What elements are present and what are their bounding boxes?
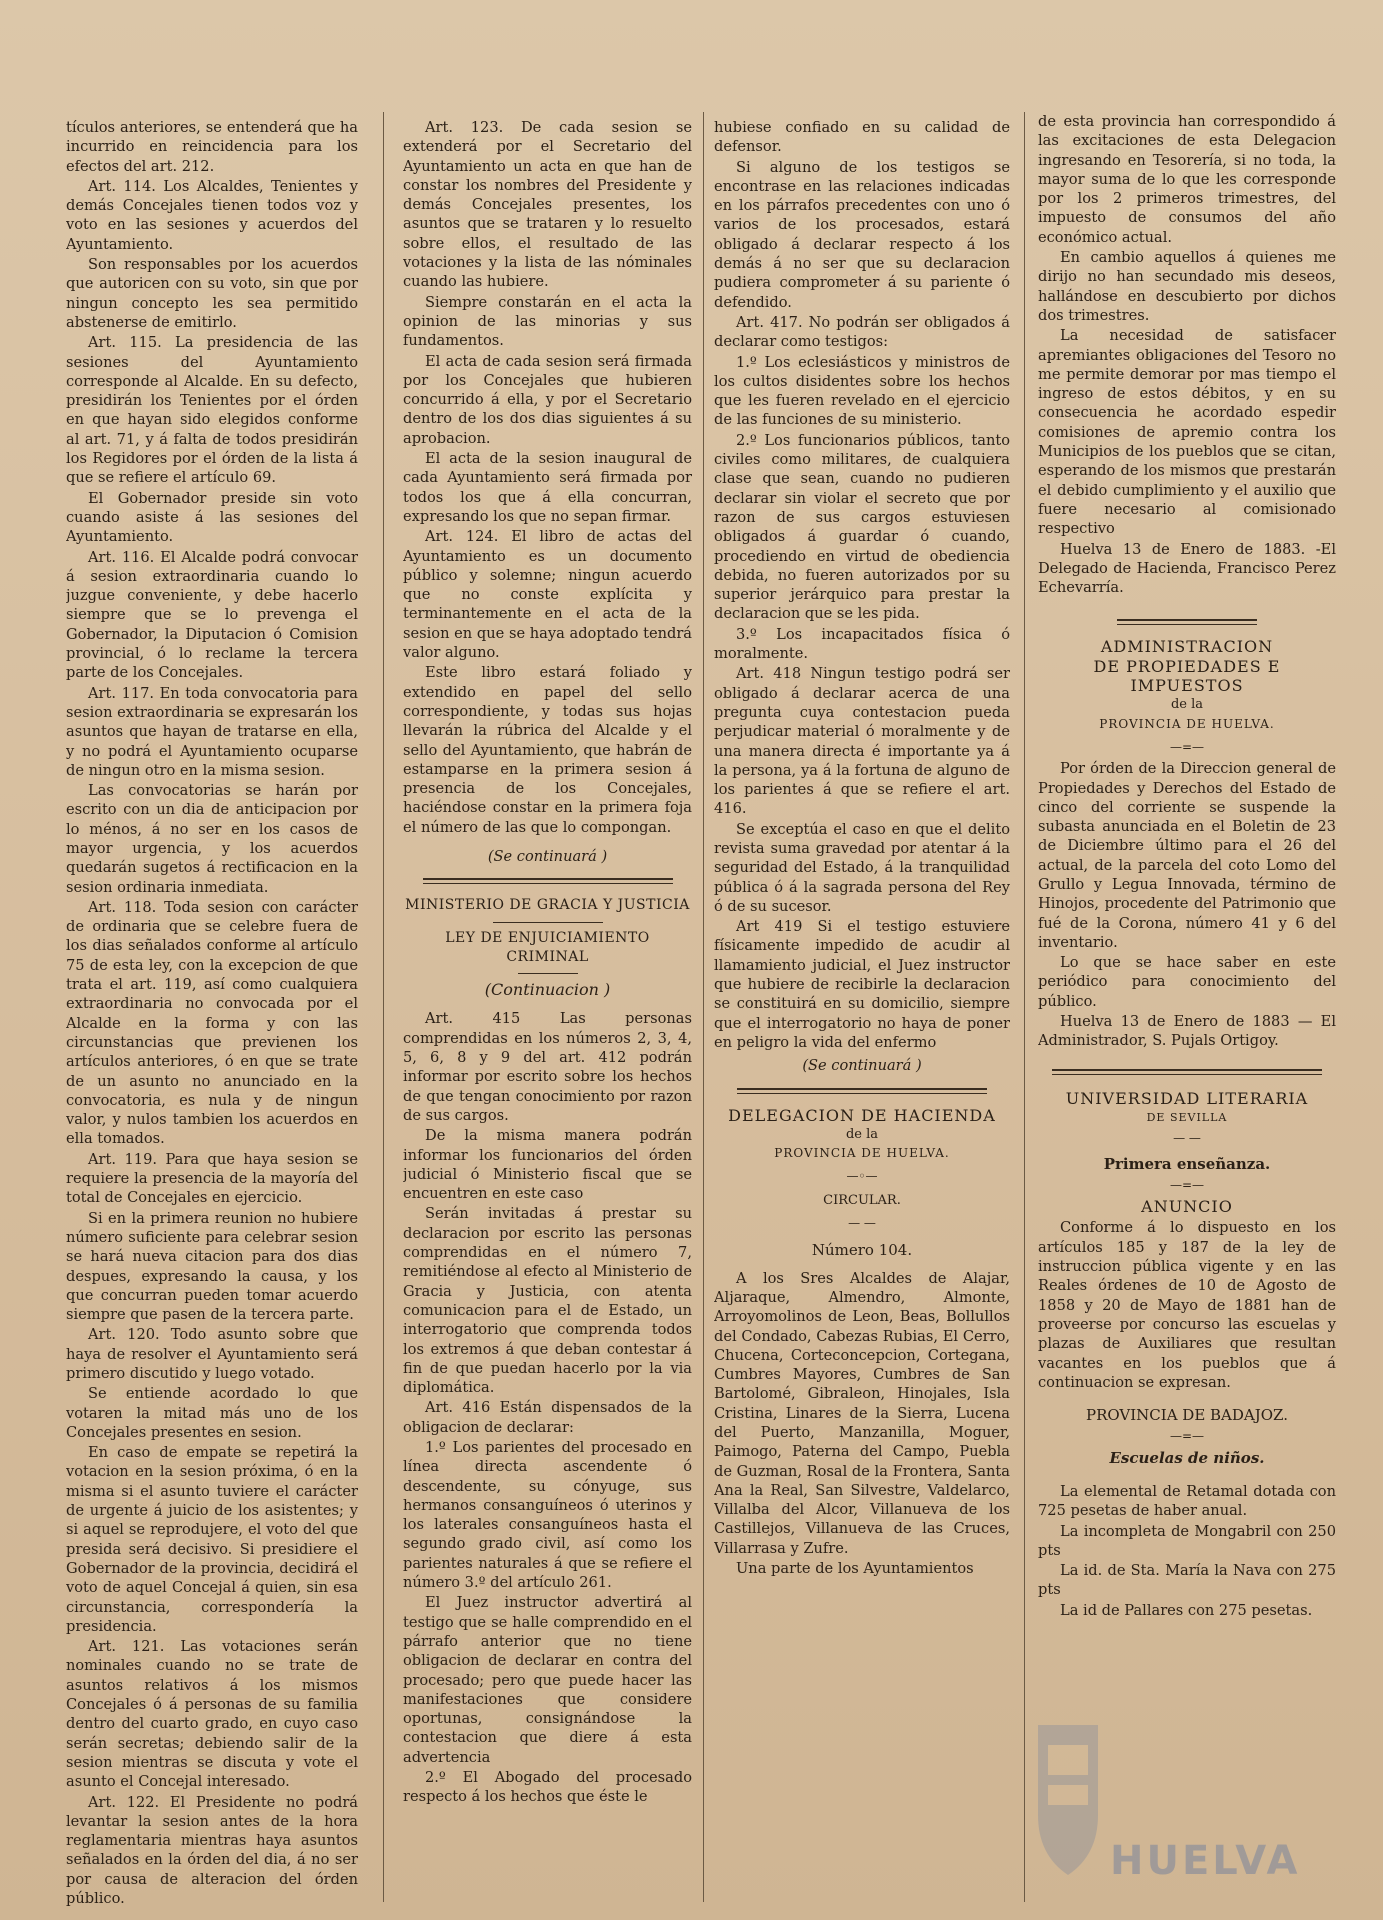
column-3	[714, 118, 1010, 1918]
paragraph: 3.º Los incapacitados física ó moralmente.	[714, 625, 1010, 663]
column-divider	[383, 112, 384, 1902]
watermark-text: HUELVA	[1110, 1838, 1301, 1884]
paragraph: Art. 122. El Presidente no podrá levantar la sesion antes de la hora reglamentaria mientras haya asuntos señalados en la órden del dia, á no ser por causa de alteracion del órden público.	[66, 1793, 358, 1908]
paragraph: Art. 120. Todo asunto sobre que haya de resolver el Ayuntamiento será primero discutido y luego votado.	[66, 1326, 358, 1382]
section-heading: MINISTERIO DE GRACIA Y JUSTICIA	[405, 897, 690, 914]
subsection-heading: PROVINCIA DE BADAJOZ.	[1085, 1406, 1288, 1425]
paragraph: 1.º Los eclesiásticos y ministros de los cultos disidentes sobre los hechos que les fueren revelado en el ejercicio de las funciones de su ministerio.	[714, 353, 1010, 429]
paragraph: 2.º El Abogado del procesado respecto á los hechos que éste le	[403, 1769, 692, 1806]
continuation-note: (Se continuará )	[802, 1057, 922, 1075]
section-rule	[737, 1088, 987, 1094]
circular-number: Número 104.	[811, 1241, 913, 1260]
column-divider	[703, 112, 704, 1902]
paragraph: Art. 114. Los Alcaldes, Tenientes y demás Concejales tienen todos voz y voto en las sesiones y acuerdos del Ayuntamiento.	[66, 177, 358, 253]
paragraph: De la misma manera podrán informar los funcionarios del órden judicial ó Ministerio fiscal que se encuentren en este caso	[403, 1127, 692, 1203]
paragraph: El Gobernador preside sin voto cuando asiste á las sesiones del Ayuntamiento.	[66, 489, 358, 546]
paragraph: La incompleta de Mongabril con 250 pts	[1038, 1522, 1336, 1559]
continuation-note: (Continuacion )	[484, 980, 611, 1000]
paragraph: hubiese confiado en su calidad de defensor.	[714, 119, 1010, 156]
paragraph: El Juez instructor advertirá al testigo que se halle comprendido en el párrafo anterior que no tiene obligacion de declarar en contra del procesado; pero que puede hacer las manifestaciones que considere oportunas, consignándose la contestacion que diere á esta advertencia	[403, 1594, 692, 1766]
paragraph: Art. 121. Las votaciones serán nominales cuando no se trate de asuntos relativos á los mismos Concejales ó á personas de su familia dentro del cuarto grado, en cuyo caso serán secretas; debiendo salir de la sesion mientras se discuta y vote el asunto el Concejal interesado.	[66, 1638, 358, 1791]
paragraph: 1.º Los parientes del procesado en línea directa ascendente ó descendente, su cónyuge, sus hermanos consanguíneos ó uterinos y los laterales consanguíneos hasta el segundo grado civil, así como los parientes naturales á que se refiere el número 3.º del artículo 261.	[403, 1439, 692, 1592]
paragraph: En cambio aquellos á quienes me dirijo no han secundado mis deseos, hallándose en descubierto por dichos dos trimestres.	[1038, 249, 1336, 324]
paragraph: La id. de Sta. María la Nava con 275 pts	[1038, 1562, 1336, 1599]
column-1	[66, 118, 358, 1918]
paragraph: Art. 116. El Alcalde podrá convocar á sesion extraordinaria cuando lo juzgue conveniente, y debe hacerlo siempre que se lo prevenga el Gobernador, la Diputacion ó Comision provincial, ó lo reclame la tercera parte de los Concejales.	[66, 548, 358, 682]
paragraph: Art. 119. Para que haya sesion se requiere la presencia de la mayoría del total de Concejales en ejercicio.	[66, 1150, 358, 1207]
circular-label: CIRCULAR.	[823, 1192, 901, 1208]
notice-heading: ANUNCIO	[1141, 1197, 1233, 1217]
section-heading: UNIVERSIDAD LITERARIA	[1065, 1088, 1309, 1108]
paragraph: La elemental de Retamal dotada con 725 pesetas de haber anual.	[1038, 1483, 1336, 1520]
paragraph: Art. 417. No podrán ser obligados á declarar como testigos:	[714, 313, 1010, 351]
paragraph: Si alguno de los testigos se encontrase en las relaciones indicadas en los párrafos precedentes con uno ó varios de los procesados, estará obligado á declarar respecto á los demás á no ser que su declaracion pudiera comprometer á su pariente ó defendido.	[714, 158, 1010, 311]
paragraph: A los Sres Alcaldes de Alajar, Aljaraque, Almendro, Almonte, Arroyomolinos de Leon, Beas, Bollullos del Condado, Cabezas Rubias, El Cerro, Chucena, Corteconcepcion, Cortegana, Cumbres Mayores, Cumbres de San Bartolomé, Gibraleon, Hinojales, Isla Cristina, Linares de la Sierra, Lucena del Puerto, Manzanilla, Moguer, Paimogo, Paterna del Campo, Puebla de Guzman, Rosal de la Frontera, Santa Ana la Real, San Silvestre, Valdelarco, Villalba del Alcor, Villanueva de los Castillejos, Villanueva de las Cruces, Villarrasa y Zufre.	[714, 1269, 1010, 1557]
section-subheading: PROVINCIA DE HUELVA.	[774, 1146, 950, 1161]
paragraph: En caso de empate se repetirá la votacion en la sesion próxima, ó en la misma si el asunto tuviere el carácter de urgente á juicio de los asistentes; y si aquel se reprodujere, el voto del que presida será decisivo. Si presidiere el Gobernador de la provincia, decidirá el voto de aquel Concejal á quien, sin esa circunstancia, correspondería la presidencia.	[66, 1444, 358, 1635]
column-divider	[1024, 112, 1025, 1902]
paragraph: La id de Pallares con 275 pesetas.	[1060, 1601, 1313, 1619]
paragraph: Por órden de la Direccion general de Propiedades y Derechos del Estado de cinco del corriente se suspende la subasta anunciada en el Boletin de 23 de Diciembre último para el 26 del actual, de la parcela del coto Lomo del Grullo y Legua Innovada, término de Hinojos, procedente del Patrimonio que fué de la Corona, número 41 y 6 del inventario.	[1038, 760, 1336, 951]
section-subheading: PROVINCIA DE HUELVA.	[1099, 716, 1275, 731]
paragraph: Se exceptúa el caso en que el delito revista suma gravedad por atentar á la seguridad del Estado, á la tranquilidad pública ó á la sagrada persona del Rey ó de su sucesor.	[714, 820, 1010, 915]
subsection-heading: Primera enseñanza.	[1103, 1154, 1271, 1173]
section-heading: ADMINISTRACION	[1100, 637, 1274, 657]
section-subheading: de la	[845, 1126, 879, 1142]
signature: Huelva 13 de Enero de 1883. -El Delegado de Hacienda, Francisco Perez Echevarría.	[1038, 540, 1336, 597]
paragraph: Lo que se hace saber en este periódico para conocimiento del público.	[1038, 954, 1336, 1010]
section-rule	[1052, 1069, 1322, 1075]
ornament: —◦—	[846, 1169, 878, 1184]
paragraph: Conforme á lo dispuesto en los artículos 185 y 187 de la ley de instruccion pública vigente y en las Reales órdenes de 10 de Agosto de 1858 y 20 de Mayo de 1881 han de proveerse por concurso las escuelas y plazas de Auxiliares que resultan vacantes en los pueblos que á continuacion se expresan.	[1038, 1219, 1336, 1391]
paragraph: Las convocatorias se harán por escrito con un dia de anticipacion por lo ménos, á no ser en los casos de mayor urgencia, y los acuerdos quedarán sugetos á rectificacion en la sesion ordinaria inmediata.	[66, 782, 358, 896]
section-rule	[493, 922, 603, 923]
paragraph: Art. 418 Ningun testigo podrá ser obligado á declarar acerca de una pregunta cuya contestacion pueda perjudicar material ó moralmente y de una manera directa é importante ya á la persona, ya á la fortuna de alguno de los parientes á que se refiere el art. 416.	[714, 665, 1010, 818]
section-subheading: de la	[1170, 697, 1204, 713]
continuation-note: (Se continuará )	[487, 847, 608, 865]
column-4	[1038, 112, 1336, 1918]
section-rule	[1117, 619, 1257, 625]
section-subheading: DE SEVILLA	[1146, 1110, 1228, 1124]
ornament: —=—	[1169, 739, 1205, 754]
paragraph: Art 419 Si el testigo estuviere físicamente impedido de acudir al llamamiento judicial, el Juez instructor que hubiere de recibirle la declaracion se constituirá en su domicilio, siempre que el interrogatorio no haya de poner en peligro la vida del enfermo	[714, 918, 1010, 1051]
ornament: — —	[1173, 1131, 1201, 1146]
paragraph: Siempre constarán en el acta la opinion de las minorias y sus fundamentos.	[403, 293, 692, 350]
paragraph: Son responsables por los acuerdos que autoricen con su voto, sin que por ningun concepto les sea permitido abstenerse de emitirlo.	[66, 256, 358, 331]
paragraph: Art. 115. La presidencia de las sesiones del Ayuntamiento corresponde al Alcalde. En su defecto, presidirán los Tenientes por el órden en que hayan sido elegidos conforme al art. 71, y á falta de todos presidirán los Regidores por el órden de la lista á que se refiere el artículo 69.	[66, 334, 358, 487]
paragraph: tículos anteriores, se entenderá que ha incurrido en reincidencia para los efectos del art. 212.	[66, 119, 358, 175]
paragraph: La necesidad de satisfacer apremiantes obligaciones del Tesoro no me permite demorar por mas tiempo el ingreso de estos débitos, y en su consecuencia he acordado espedir comisiones de apremio contra los Municipios de los pueblos que se citan, esperando de los mismos que prestarán el debido cumplimiento y el auxilio que fuere necesario al comisionado respectivo	[1038, 327, 1336, 538]
paragraph: Art. 415 Las personas comprendidas en los números 2, 3, 4, 5, 6, 8 y 9 del art. 412 podrán informar por escrito sobre los hechos de que tengan conocimiento por razon de sus cargos.	[403, 1010, 692, 1124]
paragraph: Si en la primera reunion no hubiere número suficiente para celebrar sesion se hará nueva citacion para dos dias despues, expresando la causa, y los que concurran pueden tomar acuerdo siempre que pasen de la tercera parte.	[66, 1209, 358, 1324]
subsection-heading: Escuelas de niños.	[1109, 1448, 1265, 1467]
subsection-heading: LEY DE ENJUICIAMIENTO CRIMINAL	[445, 929, 650, 965]
paragraph: Este libro estará foliado y extendido en papel del sello correspondiente, y todas sus hojas llevarán la rúbrica del Alcalde y el sello del Ayuntamiento, que habrán de estamparse en la primera sesion á presencia de los Concejales, haciéndose constar en la primera foja el número de las que lo compongan.	[403, 664, 692, 836]
paragraph: El acta de cada sesion será firmada por los Concejales que hubieren concurrido á ella, y por el Secretario dentro de los dos dias siguientes á su aprobacion.	[403, 352, 692, 447]
section-heading: DELEGACION DE HACIENDA	[728, 1105, 996, 1125]
ornament: — —	[848, 1216, 876, 1231]
paragraph: Art. 118. Toda sesion con carácter de ordinaria que se celebre fuera de los dias señalados conforme al artículo 75 de esta ley, con la excepcion de que trata el art. 119, así como cualquiera extraordinaria no convocada por el Alcalde en la forma y con las circunstancias que previenen los artículos anteriores, ó en que se trate de un asunto no anunciado en la convocatoria, es nula y de ningun valor, y nulos tambien los acuerdos en ella tomados.	[66, 898, 358, 1148]
paragraph: Art. 123. De cada sesion se extenderá por el Secretario del Ayuntamiento un acta en que han de constar los nombres del Presidente y demás Concejales presentes, los asuntos que se trataren y lo resuelto sobre ellos, el resultado de las votaciones y la lista de las nóminales cuando las hubiere.	[403, 119, 692, 291]
paragraph: Art. 117. En toda convocatoria para sesion extraordinaria se expresarán los asuntos que hayan de tratarse en ella, y no podrá el Ayuntamiento ocuparse de ningun otro en la misma sesion.	[66, 684, 358, 779]
section-rule	[423, 878, 673, 884]
ornament: —=—	[1169, 1429, 1205, 1444]
paragraph: Serán invitadas á prestar su declaracion por escrito las personas comprendidas en el número 7, remitiéndose al efecto al Ministerio de Gracia y Justicia, con atenta comunicacion para el de Estado, un interrogatorio que comprenda todos los extremos á que deban contestar á fin de que puedan hacerlo por la via diplomática.	[403, 1205, 692, 1397]
paragraph: Se entiende acordado lo que votaren la mitad más uno de los Concejales presentes en sesion.	[66, 1385, 358, 1441]
column-2	[403, 118, 692, 1918]
paragraph: Art. 416 Están dispensados de la obligacion de declarar:	[403, 1399, 692, 1436]
paragraph: Art. 124. El libro de actas del Ayuntamiento es un documento público y solemne; ningun acuerdo que no conste explícita y terminantemente en el acta de la sesion en que se haya adoptado tendrá valor alguno.	[403, 528, 692, 662]
section-heading: DE PROPIEDADES E IMPUESTOS	[1093, 656, 1281, 696]
section-rule	[518, 973, 578, 974]
paragraph: Huelva 13 de Enero de 1883 — El Administrador, S. Pujals Ortigoy.	[1038, 1013, 1336, 1050]
ornament: —=—	[1169, 1177, 1205, 1192]
paragraph: Una parte de los Ayuntamientos	[736, 1560, 974, 1578]
paragraph: 2.º Los funcionarios públicos, tanto civiles como militares, de cualquiera clase que sean, cuando no pudieren declarar sin violar el secreto que por razon de sus cargos estuviesen obligados á guardar ó cuando, procediendo en virtud de obediencia debida, no fueren autorizados por su superior jerárquico para prestar la declaracion que se les pida.	[714, 431, 1010, 623]
paragraph: El acta de la sesion inaugural de cada Ayuntamiento será firmada por todos los que á ella concurran, expresando los que no sepan firmar.	[403, 450, 692, 525]
paragraph: de esta provincia han correspondido á las excitaciones de esta Delegacion ingresando en Tesorería, si no toda, la mayor suma de lo que les corresponde por los 2 primeros trimestres, del impuesto de consumos del año económico actual.	[1038, 113, 1336, 246]
